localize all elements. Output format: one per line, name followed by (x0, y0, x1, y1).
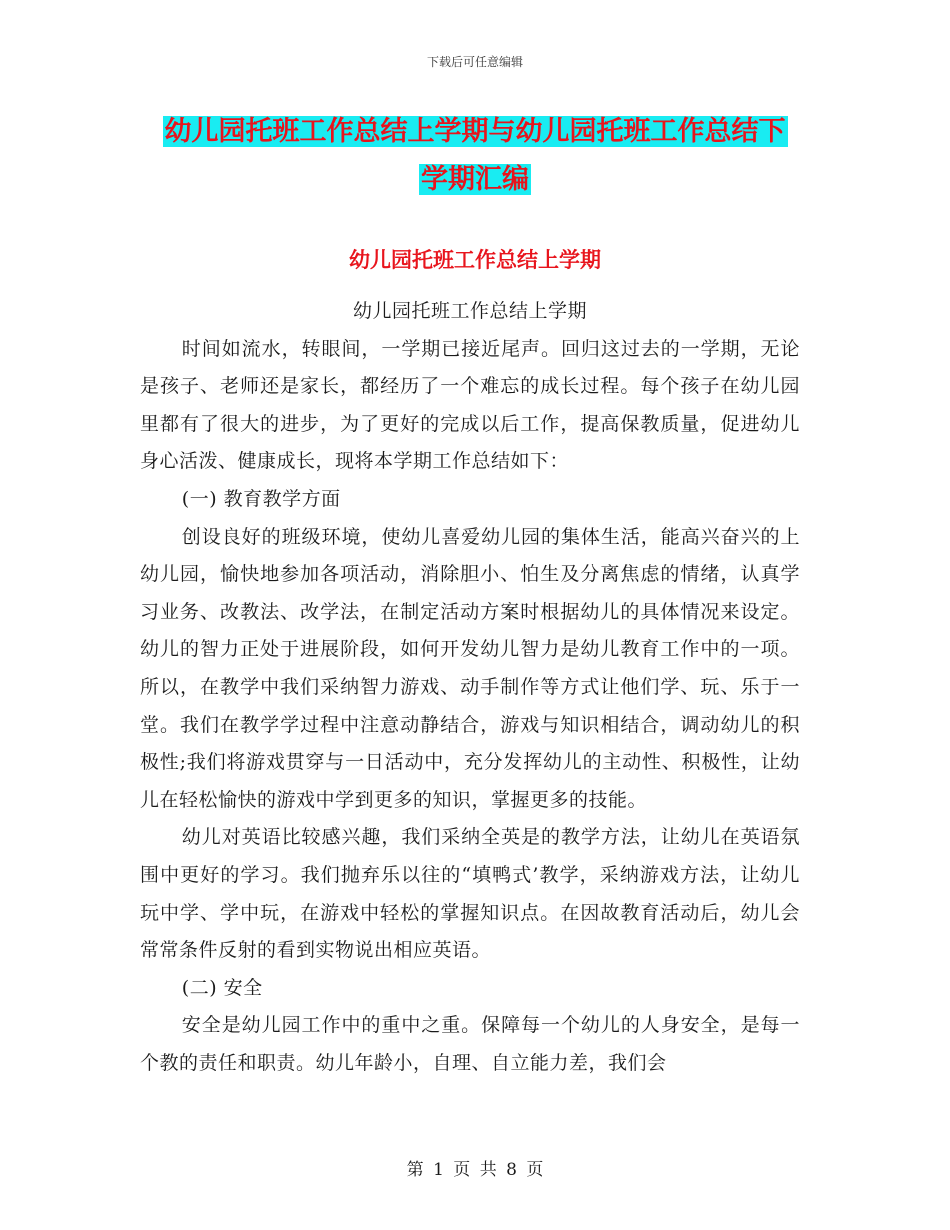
intro-paragraph: 时间如流水，转眼间，一学期已接近尾声。回归这过去的一学期，无论是孩子、老师还是家长，都经历了一个难忘的成长过程。每个孩子在幼儿园里都有了很大的进步，为了更好的完成以后工作，提高保教质量，促进幼儿身心活泼、健康成长，现将本学期工作总结如下： (140, 337, 800, 473)
subheading-safety: (二) 安全 (181, 976, 263, 999)
document-body (140, 293, 800, 1082)
document-title-line-2: 学期汇编 (421, 164, 529, 195)
section-title: 幼儿园托班工作总结上学期 (349, 248, 601, 272)
header-note: 下载后可任意编辑 (426, 55, 523, 69)
english-paragraph: 幼儿对英语比较感兴趣，我们采纳全英是的教学方法，让幼儿在英语氛围中更好的学习。我们抛弃乐以往的“填鸭式’教学，采纳游戏方法，让幼儿玩中学、学中玩，在游戏中轻松的掌握知识点。在因故教育活动后，幼儿会常常条件反射的看到实物说出相应英语。 (140, 826, 800, 962)
subtitle-paragraph: 幼儿园托班工作总结上学期 (352, 300, 587, 322)
education-paragraph: 创设良好的班级环境，使幼儿喜爱幼儿园的集体生活，能高兴奋兴的上幼儿园，愉快地参加各项活动，消除胆小、怕生及分离焦虑的情绪，认真学习业务、改教法、改学法，在制定活动方案时根据幼儿的具体情况来设定。幼儿的智力正处于进展阶段，如何开发幼儿智力是幼儿教育工作中的一项。所以，在教学中我们采纳智力游戏、动手制作等方式让他们学、玩、乐于一堂。我们在教学学过程中注意动静结合，游戏与知识相结合，调动幼儿的积极性;我们将游戏贯穿与一日活动中，充分发挥幼儿的主动性、积极性，让幼儿在轻松愉快的游戏中学到更多的知识，掌握更多的技能。 (140, 525, 800, 811)
document-title (140, 108, 810, 204)
safety-paragraph: 安全是幼儿园工作中的重中之重。保障每一个幼儿的人身安全，是每一个教的责任和职责。幼儿年龄小，自理、自立能力差，我们会 (140, 1014, 800, 1074)
page-footer: 第 1 页 共 8 页 (406, 1160, 544, 1180)
subheading-education: (一) 教育教学方面 (181, 487, 341, 510)
document-title-line-1: 幼儿园托班工作总结上学期与幼儿园托班工作总结下 (164, 116, 786, 147)
